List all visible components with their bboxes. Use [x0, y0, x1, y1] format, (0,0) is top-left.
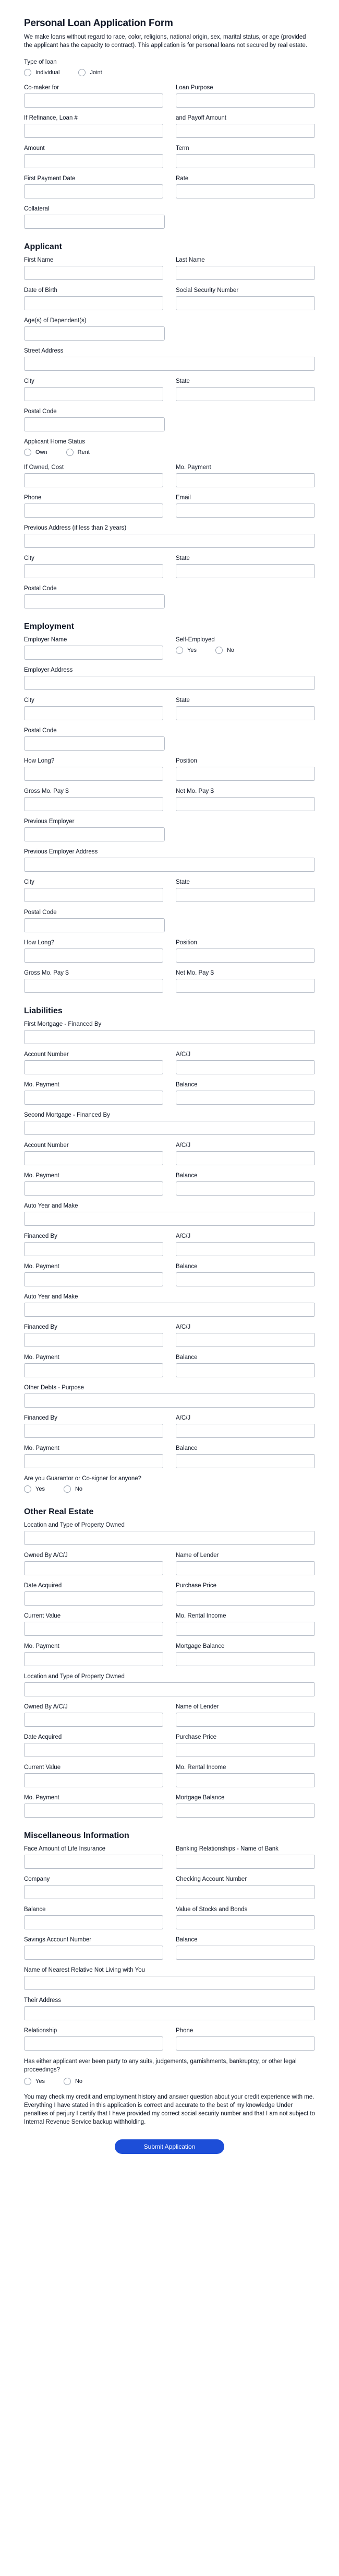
ssn-label: Social Security Number — [176, 287, 239, 294]
street-address-input[interactable] — [24, 357, 315, 371]
prev-how-long-label: How Long? — [24, 940, 55, 946]
previous-address-label: Previous Address (if less than 2 years) — [24, 525, 127, 532]
position-label: Position — [176, 758, 197, 765]
prev-emp-state-input[interactable] — [176, 888, 315, 902]
nearest-relative-input[interactable] — [24, 1976, 315, 1990]
previous-employer-address-input[interactable] — [24, 858, 315, 872]
loan-purpose-label: Loan Purpose — [176, 85, 213, 91]
home-status-group — [24, 439, 315, 457]
auto1-payment-input[interactable] — [24, 1272, 163, 1286]
fm-payment-label: Mo. Payment — [24, 1082, 59, 1088]
sm-balance-input[interactable] — [176, 1181, 315, 1196]
prev-emp-city-input[interactable] — [24, 888, 163, 902]
gross-pay-label: Gross Mo. Pay $ — [24, 788, 69, 795]
guarantor-group — [24, 1476, 315, 1494]
disclaimer-text: You may check my credit and employment history and answer question about your credit experience with me. Everything I have stated in this application is correct and accurate to the best of my knowledge Under penalties of perjury I certify that I have provided my correct social security number and that I am not subject to Internal Revenue Service backup withholding. — [24, 2094, 316, 2125]
company-input[interactable] — [24, 1885, 163, 1899]
prev-state-input[interactable] — [176, 564, 315, 578]
od-financed-input[interactable] — [24, 1424, 163, 1438]
owned-cost-label: If Owned, Cost — [24, 464, 64, 471]
term-label: Term — [176, 145, 189, 152]
refinance-loan-label: If Refinance, Loan # — [24, 115, 78, 122]
self-employed-yes-radio[interactable]: Yes — [176, 647, 197, 654]
re1-lender-label: Name of Lender — [176, 1552, 219, 1559]
second-mortgage-input[interactable] — [24, 1121, 315, 1135]
how-long-label: How Long? — [24, 758, 55, 765]
home-status-label: Applicant Home Status — [24, 439, 85, 446]
auto1-financed-label: Financed By — [24, 1233, 57, 1240]
re2-lender-label: Name of Lender — [176, 1704, 219, 1711]
loan-purpose-input[interactable] — [176, 93, 315, 108]
bank-name-label: Banking Relationships - Name of Bank — [176, 1846, 279, 1853]
prev-state-label: State — [176, 555, 190, 562]
intro-text: We make loans without regard to race, color, religions, national origin, sex, marital status, or age (provided the applicant has the capacity to contract). This application is for personal loans not secured by real estate. — [24, 34, 308, 49]
re2-payment-label: Mo. Payment — [24, 1795, 59, 1801]
radio-circle-icon — [66, 449, 74, 456]
misc-heading: Miscellaneous Information — [24, 1831, 129, 1841]
re1-date-acquired-label: Date Acquired — [24, 1583, 62, 1589]
re1-rental-income-input[interactable] — [176, 1622, 315, 1636]
auto2-balance-label: Balance — [176, 1354, 198, 1361]
re2-purchase-price-label: Purchase Price — [176, 1734, 216, 1741]
street-address-label: Street Address — [24, 348, 64, 355]
previous-address-input[interactable] — [24, 534, 315, 548]
radio-circle-icon — [78, 69, 86, 76]
last-name-label: Last Name — [176, 257, 205, 264]
re1-rental-income-label: Mo. Rental Income — [176, 1613, 226, 1620]
email-input[interactable] — [176, 504, 315, 518]
prev-emp-city-label: City — [24, 879, 34, 886]
re2-date-acquired-input[interactable] — [24, 1743, 163, 1757]
re1-payment-label: Mo. Payment — [24, 1643, 59, 1650]
radio-circle-icon — [24, 2078, 31, 2085]
prev-city-input[interactable] — [24, 564, 163, 578]
liabilities-heading: Liabilities — [24, 1006, 63, 1016]
re2-current-value-label: Current Value — [24, 1764, 61, 1771]
radio-circle-icon — [24, 449, 31, 456]
sm-account-label: Account Number — [24, 1142, 69, 1149]
self-employed-no-radio[interactable]: No — [215, 647, 234, 654]
first-payment-input[interactable] — [24, 184, 163, 198]
savings-label: Savings Account Number — [24, 1937, 92, 1943]
legal-yes-radio[interactable]: Yes — [24, 2078, 45, 2085]
od-balance-input[interactable] — [176, 1454, 315, 1468]
home-mo-payment-input[interactable] — [176, 473, 315, 487]
employer-name-input[interactable] — [24, 646, 163, 660]
owned-cost-input[interactable] — [24, 473, 163, 487]
prev-gross-pay-input[interactable] — [24, 979, 163, 993]
checking-input[interactable] — [176, 1885, 315, 1899]
re1-mortgage-balance-label: Mortgage Balance — [176, 1643, 225, 1650]
payoff-amount-input[interactable] — [176, 124, 315, 138]
relative-address-label: Their Address — [24, 1997, 61, 2004]
guarantor-no-radio[interactable]: No — [64, 1485, 82, 1493]
re2-mortgage-balance-input[interactable] — [176, 1804, 315, 1818]
submit-application-button[interactable]: Submit Application — [115, 2139, 224, 2154]
re1-purchase-price-input[interactable] — [176, 1591, 315, 1606]
od-acj-input[interactable] — [176, 1424, 315, 1438]
fm-acj-input[interactable] — [176, 1060, 315, 1074]
radio-circle-icon — [24, 1485, 31, 1493]
re2-rental-income-input[interactable] — [176, 1773, 315, 1787]
payoff-amount-label: and Payoff Amount — [176, 115, 226, 122]
auto2-payment-input[interactable] — [24, 1363, 163, 1377]
second-mortgage-label: Second Mortgage - Financed By — [24, 1112, 110, 1119]
re2-lender-input[interactable] — [176, 1713, 315, 1727]
auto1-acj-label: A/C/J — [176, 1233, 191, 1240]
refinance-loan-input[interactable] — [24, 124, 163, 138]
checking-label: Checking Account Number — [176, 1876, 247, 1883]
real-estate-heading: Other Real Estate — [24, 1507, 94, 1517]
auto1-label: Auto Year and Make — [24, 1203, 78, 1210]
od-acj-label: A/C/J — [176, 1415, 191, 1422]
re1-owned-by-label: Owned By A/C/J — [24, 1552, 68, 1559]
re2-purchase-price-input[interactable] — [176, 1743, 315, 1757]
previous-employer-input[interactable] — [24, 827, 165, 841]
life-insurance-input[interactable] — [24, 1855, 163, 1869]
emp-city-label: City — [24, 697, 34, 704]
auto2-financed-input[interactable] — [24, 1333, 163, 1347]
guarantor-label: Are you Guarantor or Co-signer for anyone? — [24, 1476, 142, 1482]
sm-payment-input[interactable] — [24, 1181, 163, 1196]
prev-gross-pay-label: Gross Mo. Pay $ — [24, 970, 69, 977]
re2-rental-income-label: Mo. Rental Income — [176, 1764, 226, 1771]
dob-input[interactable] — [24, 296, 163, 310]
sm-acj-label: A/C/J — [176, 1142, 191, 1149]
net-pay-label: Net Mo. Pay $ — [176, 788, 214, 795]
term-input[interactable] — [176, 154, 315, 168]
home-mo-payment-label: Mo. Payment — [176, 464, 211, 471]
savings-balance-input[interactable] — [176, 1946, 315, 1960]
first-mortgage-label: First Mortgage - Financed By — [24, 1021, 102, 1028]
re2-current-value-input[interactable] — [24, 1773, 163, 1787]
re2-owned-by-label: Owned By A/C/J — [24, 1704, 68, 1711]
dependents-input[interactable] — [24, 326, 165, 341]
auto2-input[interactable] — [24, 1303, 315, 1317]
auto1-acj-input[interactable] — [176, 1242, 315, 1256]
misc-balance-label: Balance — [24, 1906, 46, 1913]
relationship-input[interactable] — [24, 2036, 163, 2051]
previous-employer-address-label: Previous Employer Address — [24, 849, 98, 856]
savings-input[interactable] — [24, 1946, 163, 1960]
fm-account-label: Account Number — [24, 1051, 69, 1058]
radio-circle-icon — [176, 647, 183, 654]
re1-location-label: Location and Type of Property Owned — [24, 1522, 125, 1529]
nearest-relative-label: Name of Nearest Relative Not Living with You — [24, 1967, 146, 1974]
auto1-financed-input[interactable] — [24, 1242, 163, 1256]
emp-postal-input[interactable] — [24, 736, 165, 751]
auto1-payment-label: Mo. Payment — [24, 1263, 59, 1270]
auto1-input[interactable] — [24, 1212, 315, 1226]
first-name-input[interactable] — [24, 266, 163, 280]
od-financed-label: Financed By — [24, 1415, 57, 1422]
prev-net-pay-input[interactable] — [176, 979, 315, 993]
prev-postal-input[interactable] — [24, 594, 165, 608]
re1-owned-by-input[interactable] — [24, 1561, 163, 1575]
re1-purchase-price-label: Purchase Price — [176, 1583, 216, 1589]
re2-location-label: Location and Type of Property Owned — [24, 1673, 125, 1680]
prev-emp-state-label: State — [176, 879, 190, 886]
auto2-acj-input[interactable] — [176, 1333, 315, 1347]
relative-address-input[interactable] — [24, 2006, 315, 2020]
legal-proceedings-label: Has either applicant ever been party to any suits, judgements, garnishments, bankruptcy, or other legal proceedings? — [24, 2058, 297, 2073]
emp-postal-label: Postal Code — [24, 728, 57, 734]
first-payment-label: First Payment Date — [24, 175, 76, 182]
sm-acj-input[interactable] — [176, 1151, 315, 1165]
loan-type-individual-radio[interactable]: Individual — [24, 69, 59, 76]
dob-label: Date of Birth — [24, 287, 57, 294]
od-payment-label: Mo. Payment — [24, 1445, 59, 1452]
comaker-input[interactable] — [24, 93, 163, 108]
comaker-label: Co-maker for — [24, 85, 59, 91]
state-label: State — [176, 378, 190, 385]
home-rent-radio[interactable]: Rent — [66, 449, 90, 456]
page-title: Personal Loan Application Form — [24, 18, 173, 29]
re1-payment-input[interactable] — [24, 1652, 163, 1666]
loan-type-group — [24, 59, 315, 77]
previous-employer-label: Previous Employer — [24, 818, 75, 825]
ssn-input[interactable] — [176, 296, 315, 310]
auto2-balance-input[interactable] — [176, 1363, 315, 1377]
legal-proceedings-group — [24, 2058, 315, 2086]
re2-mortgage-balance-label: Mortgage Balance — [176, 1795, 225, 1801]
sm-payment-label: Mo. Payment — [24, 1173, 59, 1179]
prev-position-label: Position — [176, 940, 197, 946]
fm-acj-label: A/C/J — [176, 1051, 191, 1058]
re1-location-input[interactable] — [24, 1531, 315, 1545]
employer-name-label: Employer Name — [24, 637, 67, 643]
how-long-input[interactable] — [24, 767, 163, 781]
re1-current-value-label: Current Value — [24, 1613, 61, 1620]
amount-input[interactable] — [24, 154, 163, 168]
re1-lender-input[interactable] — [176, 1561, 315, 1575]
radio-circle-icon — [215, 647, 223, 654]
auto2-financed-label: Financed By — [24, 1324, 57, 1331]
employer-address-label: Employer Address — [24, 667, 73, 674]
collateral-input[interactable] — [24, 215, 165, 229]
auto2-payment-label: Mo. Payment — [24, 1354, 59, 1361]
net-pay-input[interactable] — [176, 797, 315, 811]
emp-state-label: State — [176, 697, 190, 704]
life-insurance-label: Face Amount of Life Insurance — [24, 1846, 105, 1853]
postal-code-input[interactable] — [24, 417, 165, 431]
self-employed-group — [176, 637, 315, 660]
applicant-heading: Applicant — [24, 242, 62, 252]
postal-code-label: Postal Code — [24, 408, 57, 415]
loan-type-joint-radio[interactable]: Joint — [78, 69, 102, 76]
sm-balance-label: Balance — [176, 1173, 198, 1179]
prev-net-pay-label: Net Mo. Pay $ — [176, 970, 214, 977]
stocks-label: Value of Stocks and Bonds — [176, 1906, 248, 1913]
radio-circle-icon — [24, 69, 31, 76]
city-input[interactable] — [24, 387, 163, 401]
collateral-label: Collateral — [24, 206, 50, 213]
city-label: City — [24, 378, 34, 385]
od-balance-label: Balance — [176, 1445, 198, 1452]
prev-postal-label: Postal Code — [24, 586, 57, 592]
prev-city-label: City — [24, 555, 34, 562]
gross-pay-input[interactable] — [24, 797, 163, 811]
rate-input[interactable] — [176, 184, 315, 198]
bank-name-input[interactable] — [176, 1855, 315, 1869]
company-label: Company — [24, 1876, 50, 1883]
re1-mortgage-balance-input[interactable] — [176, 1652, 315, 1666]
re2-owned-by-input[interactable] — [24, 1713, 163, 1727]
re2-date-acquired-label: Date Acquired — [24, 1734, 62, 1741]
re2-location-input[interactable] — [24, 1682, 315, 1696]
email-label: Email — [176, 495, 191, 501]
auto1-balance-input[interactable] — [176, 1272, 315, 1286]
stocks-input[interactable] — [176, 1915, 315, 1929]
prev-emp-postal-input[interactable] — [24, 918, 165, 932]
radio-circle-icon — [64, 1485, 71, 1493]
rate-label: Rate — [176, 175, 189, 182]
first-name-label: First Name — [24, 257, 54, 264]
relative-phone-label: Phone — [176, 2028, 193, 2034]
re1-current-value-input[interactable] — [24, 1622, 163, 1636]
auto1-balance-label: Balance — [176, 1263, 198, 1270]
phone-label: Phone — [24, 495, 42, 501]
radio-circle-icon — [64, 2078, 71, 2085]
dependents-label: Age(s) of Dependent(s) — [24, 318, 87, 324]
auto2-acj-label: A/C/J — [176, 1324, 191, 1331]
state-input[interactable] — [176, 387, 315, 401]
misc-balance-input[interactable] — [24, 1915, 163, 1929]
self-employed-label: Self-Employed — [176, 637, 215, 643]
other-debts-input[interactable] — [24, 1394, 315, 1408]
emp-city-input[interactable] — [24, 706, 163, 720]
emp-state-input[interactable] — [176, 706, 315, 720]
fm-balance-label: Balance — [176, 1082, 198, 1088]
auto2-label: Auto Year and Make — [24, 1294, 78, 1301]
position-input[interactable] — [176, 767, 315, 781]
amount-label: Amount — [24, 145, 45, 152]
prev-position-input[interactable] — [176, 949, 315, 963]
fm-payment-input[interactable] — [24, 1091, 163, 1105]
first-mortgage-input[interactable] — [24, 1030, 315, 1044]
last-name-input[interactable] — [176, 266, 315, 280]
home-own-radio[interactable]: Own — [24, 449, 47, 456]
relative-phone-input[interactable] — [176, 2036, 315, 2051]
employment-heading: Employment — [24, 622, 75, 631]
prev-how-long-input[interactable] — [24, 949, 163, 963]
fm-balance-input[interactable] — [176, 1091, 315, 1105]
sm-account-input[interactable] — [24, 1151, 163, 1165]
prev-emp-postal-label: Postal Code — [24, 909, 57, 916]
relationship-label: Relationship — [24, 2028, 57, 2034]
fm-account-input[interactable] — [24, 1060, 163, 1074]
re2-payment-input[interactable] — [24, 1804, 163, 1818]
phone-input[interactable] — [24, 504, 163, 518]
employer-address-input[interactable] — [24, 676, 315, 690]
guarantor-yes-radio[interactable]: Yes — [24, 1485, 45, 1493]
loan-type-label: Type of loan — [24, 59, 57, 66]
other-debts-label: Other Debts - Purpose — [24, 1385, 84, 1391]
re1-date-acquired-input[interactable] — [24, 1591, 163, 1606]
od-payment-input[interactable] — [24, 1454, 163, 1468]
legal-no-radio[interactable]: No — [64, 2078, 82, 2085]
savings-balance-label: Balance — [176, 1937, 198, 1943]
